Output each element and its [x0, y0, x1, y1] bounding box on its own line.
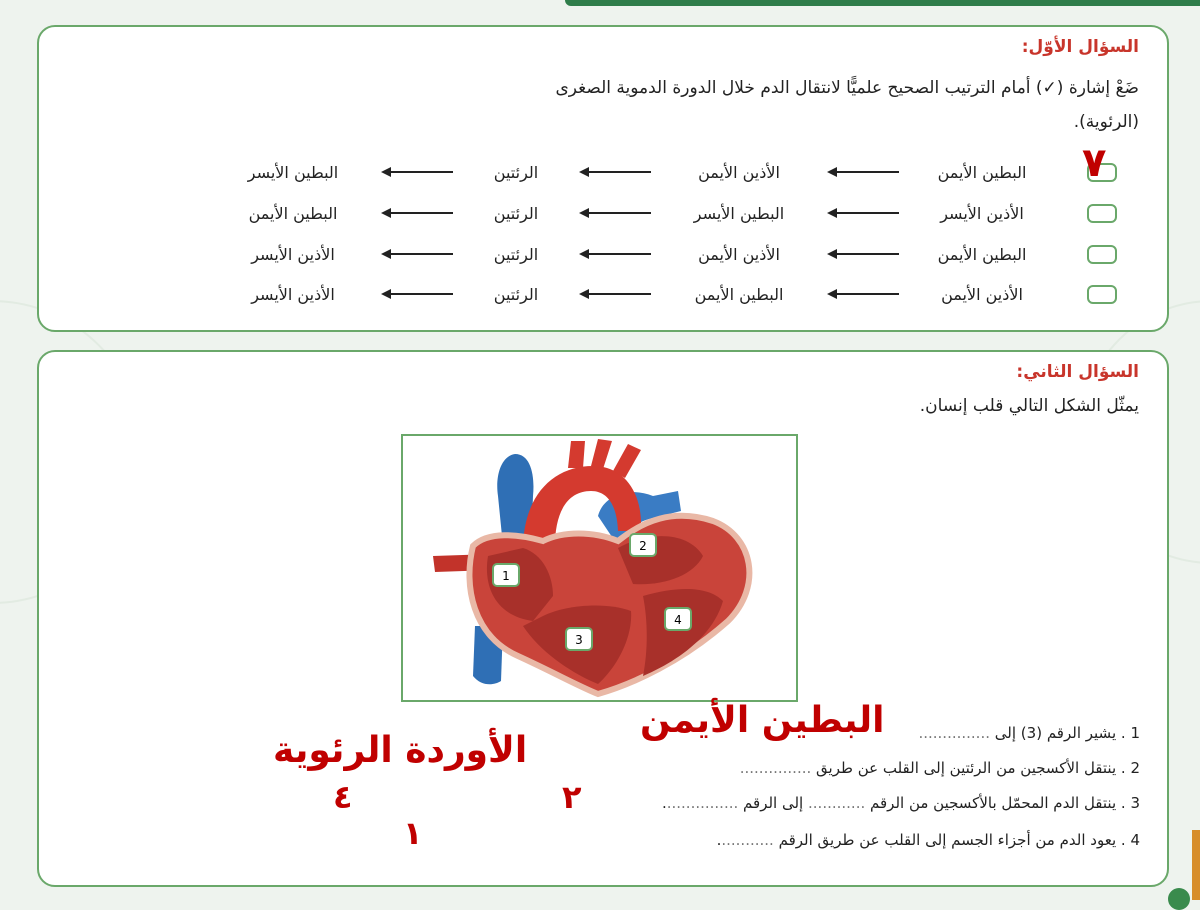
left-arrow-icon [579, 248, 651, 260]
handwritten-answer-1: البطين الأيمن [640, 700, 885, 741]
option-step-1: البطين الأيمن [937, 244, 1027, 264]
option-step-3: الرئتين [493, 162, 539, 182]
instruction-line-2: (الرئوية). [1073, 112, 1139, 132]
option-step-1: الأذين الأيسر [940, 203, 1024, 223]
question-item-2 [740, 759, 1140, 777]
handwritten-answer-3-to: ٤ [333, 778, 353, 816]
corner-dot-decoration [1168, 888, 1190, 910]
option-step-3: الرئتين [493, 203, 539, 223]
instruction-line-1: ضَعْ إشارة (✓) أمام الترتيب الصحيح علميًّا لانتقال الدم خلال الدورة الدموية الصغرى [555, 78, 1139, 98]
question-two-title: السؤال الثاني: [1016, 362, 1139, 382]
option-step-3: الرئتين [493, 244, 539, 264]
item-number: 2 . [1120, 759, 1140, 777]
left-arrow-icon [827, 248, 899, 260]
option-step-3: الرئتين [493, 284, 539, 304]
question-item-3 [662, 794, 1140, 812]
left-arrow-icon [381, 207, 453, 219]
handwritten-answer-2: الأوردة الرئوية [273, 730, 528, 771]
answer-blank[interactable]: ............ [808, 794, 866, 812]
label-number-1: 1 [502, 569, 510, 583]
option-row-4 [57, 278, 1117, 310]
option-step-4: الأذين الأيسر [251, 284, 335, 304]
label-number-4: 4 [674, 613, 682, 627]
question-two-intro: يمثّل الشكل التالي قلب إنسان. [919, 396, 1139, 416]
handwritten-answer-3-from: ٢ [562, 778, 582, 816]
option-step-1: الأذين الأيمن [941, 284, 1023, 304]
option-row-2 [57, 197, 1117, 229]
label-number-3: 3 [575, 633, 583, 647]
left-arrow-icon [381, 166, 453, 178]
left-arrow-icon [579, 288, 651, 300]
item-number: 1 . [1120, 724, 1140, 742]
top-green-bar [565, 0, 1200, 6]
option-checkbox[interactable] [1087, 245, 1117, 264]
option-step-1: البطين الأيمن [937, 162, 1027, 182]
answer-blank[interactable]: ............... [918, 724, 990, 742]
item-text: يشير الرقم (3) إلى [994, 724, 1117, 742]
option-row-1 [57, 156, 1117, 188]
left-arrow-icon [579, 207, 651, 219]
item-number: 4 . [1120, 831, 1140, 849]
item-text: ينتقل الدم المحمّل بالأكسجين من الرقم [870, 794, 1117, 812]
option-step-4: البطين الأيمن [248, 203, 338, 223]
option-checkbox[interactable] [1087, 204, 1117, 223]
handwritten-check-mark: ٧ [1082, 140, 1107, 186]
option-step-4: الأذين الأيسر [251, 244, 335, 264]
item-number: 3 . [1120, 794, 1140, 812]
label-number-2: 2 [639, 539, 647, 553]
item-text: ينتقل الأكسجين من الرئتين إلى القلب عن طريق [816, 759, 1117, 777]
question-one-instruction [69, 71, 1139, 139]
question-item-1 [918, 724, 1140, 742]
option-step-2: البطين الأيمن [694, 284, 784, 304]
left-arrow-icon [827, 166, 899, 178]
heart-illustration [403, 436, 796, 700]
item-end-punct: . [661, 794, 667, 812]
answer-blank[interactable]: ............... [666, 794, 739, 812]
side-tab-decoration [1192, 830, 1200, 900]
item-text: يعود الدم من أجزاء الجسم إلى القلب عن طريق الرقم [778, 831, 1117, 849]
option-checkbox[interactable] [1087, 285, 1117, 304]
left-arrow-icon [827, 288, 899, 300]
answer-blank[interactable]: ............... [739, 759, 812, 777]
option-step-2: الأذين الأيمن [698, 162, 780, 182]
question-one-card [37, 25, 1169, 332]
left-arrow-icon [827, 207, 899, 219]
heart-diagram-figure [401, 434, 798, 702]
option-step-2: البطين الأيسر [693, 203, 785, 223]
item-end-punct: . [716, 831, 722, 849]
question-one-title: السؤال الأوّل: [1021, 37, 1139, 57]
answer-blank[interactable]: ........... [721, 831, 774, 849]
left-arrow-icon [381, 288, 453, 300]
left-arrow-icon [579, 166, 651, 178]
question-item-4 [717, 831, 1140, 849]
item-text-mid: إلى الرقم [743, 794, 804, 812]
option-row-3 [57, 238, 1117, 270]
handwritten-answer-4: ١ [403, 814, 423, 852]
left-arrow-icon [381, 248, 453, 260]
option-step-4: البطين الأيسر [247, 162, 339, 182]
option-step-2: الأذين الأيمن [698, 244, 780, 264]
